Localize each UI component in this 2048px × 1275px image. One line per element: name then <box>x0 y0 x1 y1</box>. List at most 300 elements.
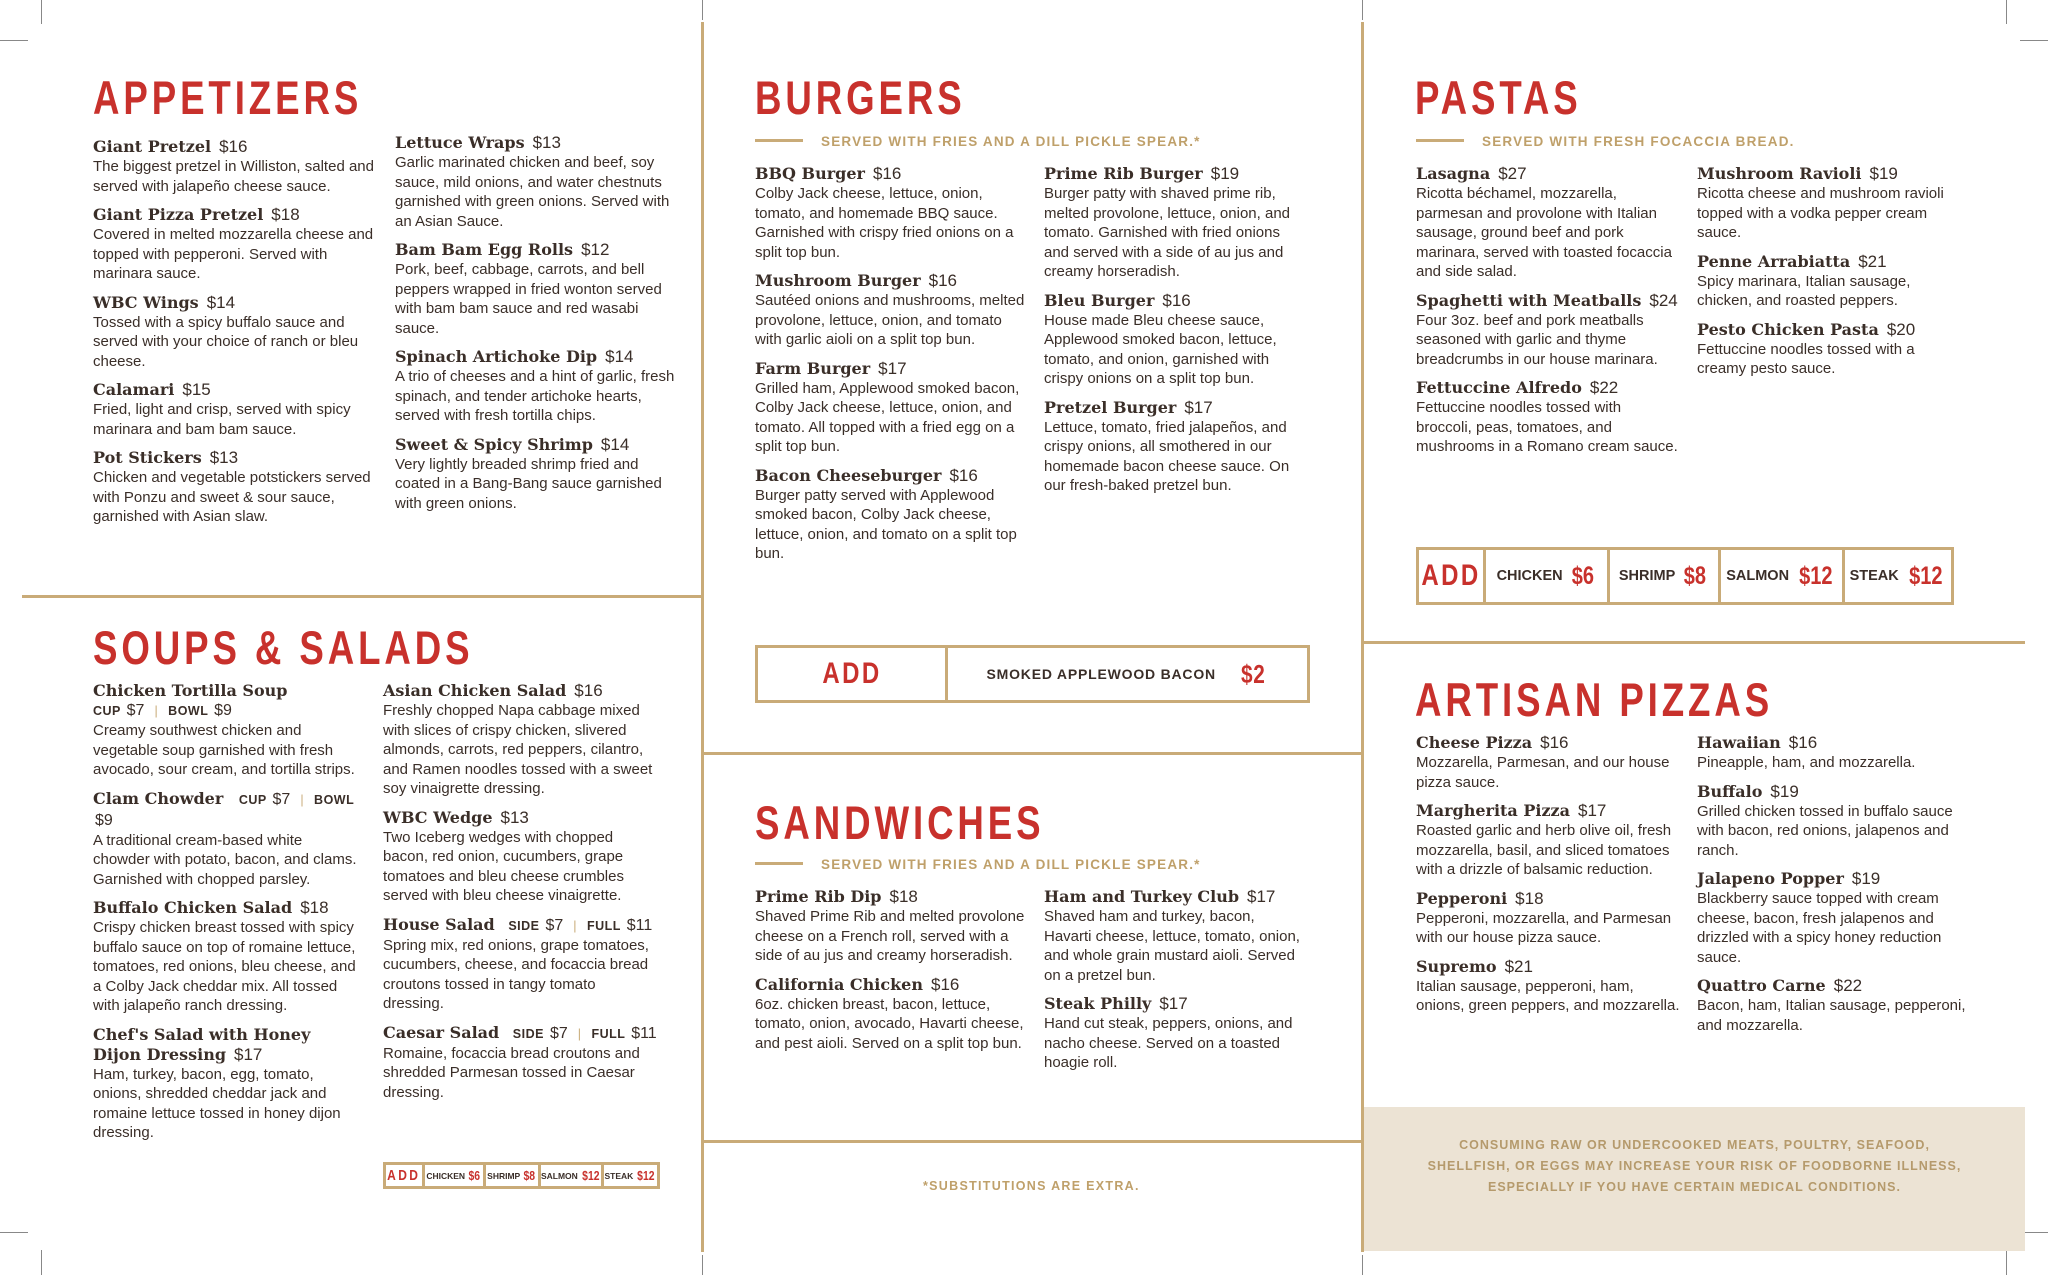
substitutions-note: *SUBSTITUTIONS ARE EXTRA. <box>923 1179 1140 1193</box>
item-description: Italian sausage, pepperoni, ham, onions, green peppers, and mozzarella. <box>1416 977 1680 1014</box>
item-price: $16 <box>574 681 603 700</box>
item-name-row <box>93 789 363 831</box>
item-description: Mozzarella, Parmesan, and our house pizza sauce. <box>1416 754 1670 791</box>
menu-item <box>1044 887 1304 985</box>
item-description: Chicken and vegetable potstickers served with Ponzu and sweet & sour sauce, garnished with Asian slaw. <box>93 469 371 525</box>
item-name: Margherita Pizza <box>1416 801 1570 820</box>
menu-item <box>93 380 383 439</box>
subtitle-text: SERVED WITH FRIES AND A DILL PICKLE SPEAR.* <box>821 134 1201 149</box>
add-option <box>486 1165 541 1186</box>
item-price: $13 <box>209 448 239 467</box>
item-description: Ham, turkey, bacon, egg, tomato, onions, shredded cheddar jack and romaine lettuce tossed in honey dijon dressing. <box>93 1065 341 1141</box>
subtitle-text: SERVED WITH FRIES AND A DILL PICKLE SPEAR.* <box>821 857 1201 872</box>
burgers-title: BURGERS <box>755 71 966 124</box>
item-name: Bacon Cheeseburger <box>755 465 942 485</box>
cup-price: $7 <box>272 790 291 808</box>
cup-label: CUP <box>93 704 121 718</box>
add-option-price: $6 <box>468 1168 481 1183</box>
section-divider <box>701 1140 1364 1143</box>
bowl-price: $9 <box>95 811 113 829</box>
add-option <box>541 1165 605 1186</box>
separator: | <box>154 704 159 718</box>
item-name-row <box>1416 733 1681 753</box>
item-name-row <box>1044 994 1304 1014</box>
item-price: $16 <box>1540 733 1569 752</box>
item-name-row <box>1044 291 1304 311</box>
item-name-row <box>1416 291 1681 311</box>
item-price: $17 <box>878 358 907 378</box>
item-price: $16 <box>219 137 248 156</box>
item-name-row <box>1044 164 1304 184</box>
add-option-label: CHICKEN <box>1496 568 1563 584</box>
side-price: $7 <box>549 1024 568 1042</box>
menu-item <box>383 915 658 1014</box>
menu-item <box>383 681 658 799</box>
item-price: $18 <box>889 887 918 906</box>
burgers-column-1 <box>755 164 1030 573</box>
burgers-add-box <box>755 645 1310 703</box>
menu-item <box>395 240 685 338</box>
item-price: $14 <box>206 292 236 312</box>
add-option-price: $6 <box>1571 561 1594 590</box>
item-name-row <box>1044 887 1304 907</box>
menu-item <box>93 1025 363 1143</box>
section-divider <box>22 595 703 598</box>
item-price: $17 <box>1578 801 1607 820</box>
item-name-row <box>93 448 383 468</box>
item-price: $22 <box>1589 378 1619 397</box>
item-name: Caesar Salad <box>383 1022 500 1042</box>
item-price: $12 <box>581 240 610 259</box>
subtitle-text: SERVED WITH FRESH FOCACCIA BREAD. <box>1482 134 1795 149</box>
menu-item <box>1416 957 1681 1016</box>
item-description: Fried, light and crisp, served with spicy marinara and bam bam sauce. <box>93 401 351 438</box>
section-divider <box>1361 641 2025 644</box>
item-name: BBQ Burger <box>755 164 865 183</box>
item-description: Romaine, focaccia bread croutons and shredded Parmesan tossed in Caesar dressing. <box>383 1044 640 1101</box>
pastas-column-1 <box>1416 164 1681 466</box>
item-price: $13 <box>532 133 561 152</box>
crop-mark <box>1362 1255 1363 1275</box>
subtitle-rule <box>755 862 803 865</box>
item-description: Bacon, ham, Italian sausage, pepperoni, and mozzarella. <box>1697 997 1966 1034</box>
item-name: Ham and Turkey Club <box>1044 887 1240 906</box>
item-name-row <box>93 1025 363 1065</box>
menu-item <box>1416 733 1681 792</box>
item-description: Two Iceberg wedges with chopped bacon, red onion, cucumbers, grape tomatoes and bleu cheese crumbles served with bleu cheese vinaigrette. <box>383 828 624 904</box>
item-description: Sautéed onions and mushrooms, melted provolone, lettuce, onion, and tomato with garlic aioli on a split top bun. <box>755 292 1025 348</box>
item-description: Burger patty with shaved prime rib, melted provolone, lettuce, onion, and tomato. Garnished with fried onions and served with a side of au jus and creamy horseradish. <box>1044 185 1290 280</box>
pizzas-title: ARTISAN PIZZAS <box>1415 673 1774 726</box>
item-description: Ricotta béchamel, mozzarella, parmesan and provolone with Italian sausage, ground beef and pork marinara, served with toasted focaccia and side salad. <box>1416 185 1672 280</box>
crop-mark <box>702 0 703 20</box>
add-option-label: CHICKEN <box>426 1170 466 1181</box>
separator: | <box>577 1026 582 1041</box>
appetizers-title: APPETIZERS <box>93 71 363 124</box>
notice-line: ESPECIALLY IF YOU HAVE CERTAIN MEDICAL CONDITIONS. <box>1487 1180 1901 1194</box>
menu-item <box>755 887 1030 966</box>
add-option-label: SHRIMP <box>1618 568 1676 584</box>
separator: | <box>300 792 305 807</box>
item-description: Very lightly breaded shrimp fried and coated in a Bang-Bang sauce garnished with green onions. <box>395 455 662 512</box>
item-description: Colby Jack cheese, lettuce, onion, tomato, and homemade BBQ sauce. Garnished with crispy fried onions on a split top bun. <box>755 185 1014 261</box>
item-name: Clam Chowder <box>93 788 224 808</box>
item-price: $19 <box>1869 164 1898 183</box>
item-name: Penne Arrabiatta <box>1697 251 1851 271</box>
crop-mark <box>1362 0 1363 20</box>
panel-divider <box>1361 22 1364 1252</box>
add-option <box>1610 550 1721 602</box>
item-description: Hand cut steak, peppers, onions, and nacho cheese. Served on a toasted hoagie roll. <box>1044 1015 1293 1071</box>
add-word: ADD <box>387 1167 421 1184</box>
sandwiches-subtitle <box>755 857 1201 872</box>
add-option-price: $12 <box>1908 561 1943 590</box>
sandwiches-column-2 <box>1044 887 1304 1082</box>
sandwiches-column-1 <box>755 887 1030 1062</box>
item-name-row <box>1044 398 1304 418</box>
item-description: Grilled ham, Applewood smoked bacon, Colby Jack cheese, lettuce, onion, and tomato. All topped with a fried egg on a split top bun. <box>755 379 1020 455</box>
crop-mark <box>0 1232 28 1233</box>
add-option-price: $12 <box>637 1168 655 1183</box>
item-price: $18 <box>300 898 329 917</box>
item-name-row <box>1416 378 1681 398</box>
crop-mark <box>702 1255 703 1275</box>
item-name-row <box>93 380 383 400</box>
pastas-subtitle <box>1416 134 1795 149</box>
item-description: Burger patty served with Applewood smoked bacon, Colby Jack cheese, lettuce, onion, and tomato on a split top bun. <box>755 486 1017 562</box>
menu-item <box>395 347 685 426</box>
crop-mark <box>41 1250 42 1275</box>
item-name: Buffalo Chicken Salad <box>93 898 293 917</box>
item-name-row <box>383 681 658 701</box>
item-price: $16 <box>1788 733 1818 752</box>
item-price: $24 <box>1649 290 1678 310</box>
add-option-price: $8 <box>1684 561 1707 590</box>
add-option <box>948 648 1307 700</box>
item-name: Fettuccine Alfredo <box>1416 378 1582 397</box>
item-description: Pineapple, ham, and mozzarella. <box>1697 754 1916 771</box>
item-name-row <box>1416 889 1681 909</box>
item-name-row <box>755 164 1030 184</box>
item-name-row <box>1697 976 1967 996</box>
section-divider <box>701 752 1364 755</box>
item-price: $13 <box>500 807 529 827</box>
item-name-row <box>1697 733 1967 753</box>
item-name-row <box>93 137 383 157</box>
item-description: Grilled chicken tossed in buffalo sauce with bacon, red onions, jalapenos and ranch. <box>1697 802 1953 859</box>
menu-item <box>1416 378 1681 457</box>
item-price: $17 <box>1184 397 1213 417</box>
menu-item <box>383 808 658 906</box>
item-name-row <box>93 898 363 918</box>
notice-line: CONSUMING RAW OR UNDERCOOKED MEATS, POULTRY, SEAFOOD, <box>1459 1138 1930 1152</box>
item-name-row <box>93 205 383 225</box>
item-description: Pork, beef, cabbage, carrots, and bell peppers wrapped in fried wonton served with bam bam sauce and red wasabi sauce. <box>395 261 662 337</box>
menu-item <box>755 164 1030 262</box>
pizzas-column-2 <box>1697 733 1967 1044</box>
item-name-row <box>755 466 1030 486</box>
item-description: Pepperoni, mozzarella, and Parmesan with our house pizza sauce. <box>1416 909 1672 946</box>
menu-item <box>1697 976 1967 1035</box>
cup-label: CUP <box>238 792 267 807</box>
item-name-row <box>1697 782 1967 802</box>
item-name: Pesto Chicken Pasta <box>1697 319 1879 339</box>
menu-item <box>1044 994 1304 1073</box>
item-name-row <box>395 240 685 260</box>
item-price: $18 <box>1515 888 1544 908</box>
menu-item <box>755 359 1030 457</box>
menu-item <box>1697 869 1967 967</box>
menu-item <box>1697 252 1967 311</box>
burgers-subtitle <box>755 134 1201 149</box>
item-name: Prime Rib Burger <box>1044 164 1203 183</box>
add-option-price: $12 <box>581 1168 600 1183</box>
pastas-title: PASTAS <box>1415 71 1582 124</box>
item-description: Covered in melted mozzarella cheese and topped with pepperoni. Served with marinara sauce. <box>93 226 374 282</box>
add-option-price: $2 <box>1240 658 1266 689</box>
item-name-row <box>383 1023 658 1044</box>
item-name-row <box>383 808 658 828</box>
item-description: Roasted garlic and herb olive oil, fresh mozzarella, basil, and sliced tomatoes with a drizzle of balsamic reduction. <box>1416 822 1672 878</box>
item-description: Spring mix, red onions, grape tomatoes, cucumbers, cheese, and focaccia bread croutons tossed in tangy tomato dressing. <box>383 936 649 1012</box>
item-price: $14 <box>600 434 630 454</box>
full-price: $11 <box>631 1024 657 1042</box>
menu-item <box>93 293 383 372</box>
item-price: $27 <box>1498 164 1527 183</box>
add-option-price: $8 <box>523 1168 536 1183</box>
add-label <box>758 648 948 700</box>
item-price: $21 <box>1858 251 1887 271</box>
add-label <box>386 1165 425 1186</box>
pastas-add-box <box>1416 547 1954 605</box>
item-price: $17 <box>1247 887 1276 906</box>
item-price: $19 <box>1210 164 1240 183</box>
notice-line: SHELLFISH, OR EGGS MAY INCREASE YOUR RISK OF FOODBORNE ILLNESS, <box>1427 1159 1962 1173</box>
add-option-price: $12 <box>1799 561 1833 590</box>
foodborne-illness-notice <box>1364 1107 2025 1251</box>
item-description: Four 3oz. beef and pork meatballs seasoned with garlic and thyme breadcrumbs in our house marinara. <box>1416 311 1658 368</box>
menu-item <box>755 975 1030 1054</box>
add-word: ADD <box>1421 559 1481 592</box>
item-name: Spaghetti with Meatballs <box>1416 290 1642 310</box>
item-description: Garlic marinated chicken and beef, soy sauce, mild onions, and water chestnuts garnished with green onions. Served with an Asian Sauce. <box>395 154 670 230</box>
item-name-row <box>395 435 685 455</box>
menu-item <box>93 205 383 284</box>
crop-mark <box>2006 1250 2007 1275</box>
soups-salads-title: SOUPS & SALADS <box>93 621 474 674</box>
item-description: House made Bleu cheese sauce, Applewood smoked bacon, lettuce, tomato, and onion, garnished with crispy onions on a split top bun. <box>1044 311 1277 387</box>
item-name: Pepperoni <box>1416 888 1508 908</box>
crop-mark <box>41 0 42 24</box>
pizzas-column-1 <box>1416 733 1681 1025</box>
item-name-row <box>93 293 383 313</box>
menu-item <box>1416 801 1681 880</box>
item-name: Asian Chicken Salad <box>383 681 567 700</box>
side-label: SIDE <box>508 918 540 933</box>
item-price: $19 <box>1851 869 1881 888</box>
item-name: Bam Bam Egg Rolls <box>395 240 574 259</box>
item-price: $15 <box>182 380 211 399</box>
menu-item <box>93 137 383 196</box>
burgers-column-2 <box>1044 164 1304 505</box>
add-option <box>1845 550 1951 602</box>
item-name: Prime Rib Dip <box>755 887 882 906</box>
item-description: Tossed with a spicy buffalo sauce and served with your choice of ranch or bleu cheese. <box>93 313 359 370</box>
menu-item <box>395 133 685 231</box>
item-name-row <box>395 347 685 367</box>
item-description: Blackberry sauce topped with cream cheese, bacon, fresh jalapenos and drizzled with a spicy honey reduction sauce. <box>1697 890 1942 966</box>
menu-item <box>93 789 363 890</box>
item-name: Giant Pretzel <box>93 137 212 156</box>
item-description: Fettuccine noodles tossed with broccoli, peas, tomatoes, and mushrooms in a Romano cream sauce. <box>1416 399 1678 455</box>
item-description: A trio of cheeses and a hint of garlic, fresh spinach, and tender artichoke hearts, served with fresh tortilla chips. <box>395 368 675 424</box>
item-name-row <box>1416 164 1681 184</box>
item-name-row <box>1697 252 1967 272</box>
crop-mark <box>0 40 28 41</box>
item-name: Cheese Pizza <box>1416 733 1533 752</box>
item-size-prices <box>93 701 363 721</box>
add-option-label: SMOKED APPLEWOOD BACON <box>986 666 1216 682</box>
item-price: $16 <box>872 164 902 183</box>
full-label: FULL <box>591 1026 626 1041</box>
item-price: $21 <box>1504 956 1533 976</box>
item-name: Pot Stickers <box>93 448 202 467</box>
item-name: Bleu Burger <box>1044 290 1155 310</box>
menu-item <box>93 681 363 780</box>
menu-item <box>1697 733 1967 773</box>
add-option-label: SHRIMP <box>487 1170 521 1181</box>
add-option-label: STEAK <box>604 1170 634 1181</box>
soups-add-box <box>383 1162 660 1189</box>
item-description: Shaved ham and turkey, bacon, Havarti cheese, lettuce, tomato, onion, and whole grain mustard aioli. Served on a pretzel bun. <box>1044 908 1300 984</box>
item-name-row <box>1697 869 1967 889</box>
item-name: Mushroom Ravioli <box>1697 164 1862 183</box>
add-option-label: SALMON <box>540 1170 578 1181</box>
item-name: Chef's Salad with Honey Dijon Dressing <box>93 1024 311 1064</box>
item-description: Ricotta cheese and mushroom ravioli topped with a vodka pepper cream sauce. <box>1697 185 1944 241</box>
item-name: Mushroom Burger <box>755 271 921 290</box>
item-description: Spicy marinara, Italian sausage, chicken, and roasted peppers. <box>1697 272 1911 309</box>
item-size-prices <box>508 916 653 934</box>
item-name: Hawaiian <box>1697 733 1781 752</box>
item-name: Quattro Carne <box>1697 976 1826 995</box>
menu-item <box>1416 164 1681 282</box>
item-name-row <box>1697 164 1967 184</box>
item-name: Pretzel Burger <box>1044 397 1177 417</box>
item-name-row <box>395 133 685 153</box>
item-price: $16 <box>1162 290 1191 310</box>
item-description: Crispy chicken breast tossed with spicy buffalo sauce on top of romaine lettuce, tomatoes, red onions, bleu cheese, and a Colby Jack cheddar mix. All tossed with jalapeño ranch dressing. <box>93 919 356 1014</box>
item-description: Fettuccine noodles tossed with a creamy pesto sauce. <box>1697 340 1915 377</box>
appetizers-column-2 <box>395 133 685 522</box>
item-name: Sweet & Spicy Shrimp <box>395 434 593 454</box>
menu-item <box>383 1023 658 1103</box>
menu-item <box>1697 782 1967 861</box>
item-description: Lettuce, tomato, fried jalapeños, and crispy onions, all smothered in our homemade bacon cheese sauce. On our fresh-baked pretzel bun. <box>1044 418 1290 494</box>
item-description: Creamy southwest chicken and vegetable soup garnished with fresh avocado, sour cream, and tortilla strips. <box>93 722 355 778</box>
appetizers-column-1 <box>93 137 383 536</box>
subtitle-rule <box>755 139 803 142</box>
cup-price: $7 <box>126 702 145 719</box>
add-option <box>425 1165 486 1186</box>
crop-mark <box>2006 0 2007 24</box>
crop-mark <box>2020 40 2048 41</box>
side-price: $7 <box>545 916 564 934</box>
full-price: $11 <box>626 916 653 934</box>
item-price: $16 <box>930 974 960 994</box>
item-name: Calamari <box>93 380 175 399</box>
menu-item <box>755 271 1030 350</box>
add-option <box>1721 550 1845 602</box>
subtitle-rule <box>1416 139 1464 142</box>
item-name: Jalapeno Popper <box>1697 869 1844 888</box>
menu-item <box>1044 291 1304 389</box>
item-name: California Chicken <box>755 974 923 994</box>
menu-item <box>755 466 1030 564</box>
item-name-row <box>1416 957 1681 977</box>
menu-item <box>1044 164 1304 282</box>
add-word: ADD <box>821 657 882 690</box>
item-name: Giant Pizza Pretzel <box>93 205 264 224</box>
pastas-column-2 <box>1697 164 1967 388</box>
item-name: Lettuce Wraps <box>395 133 525 152</box>
bowl-label: BOWL <box>314 792 355 807</box>
item-price: $18 <box>271 205 300 224</box>
item-price: $19 <box>1770 781 1799 801</box>
item-name: House Salad <box>383 914 495 934</box>
add-option-label: SALMON <box>1726 568 1790 584</box>
item-description: A traditional cream-based white chowder with potato, bacon, and clams. Garnished with chopped parsley. <box>93 831 357 888</box>
menu-item <box>1044 398 1304 496</box>
item-name: Buffalo <box>1697 781 1763 801</box>
item-description: Freshly chopped Napa cabbage mixed with slices of crispy chicken, slivered almonds, carrots, red peppers, cilantro, and Ramen noodles tossed with a sweet soy vinaigrette dressing. <box>383 702 653 797</box>
menu-item <box>1697 320 1967 379</box>
item-name: WBC Wedge <box>383 807 493 827</box>
full-label: FULL <box>587 918 621 933</box>
item-price: $16 <box>949 465 978 485</box>
menu-item <box>395 435 685 514</box>
item-price: $17 <box>1159 994 1188 1013</box>
item-name: WBC Wings <box>93 292 199 312</box>
item-name-row <box>755 975 1030 995</box>
menu-item <box>1416 291 1681 370</box>
menu-item <box>93 898 363 1016</box>
bowl-price: $9 <box>214 702 232 719</box>
add-option-label: STEAK <box>1849 568 1899 584</box>
item-name-row <box>1416 801 1681 821</box>
add-option <box>1486 550 1610 602</box>
add-option <box>604 1165 657 1186</box>
item-price: $16 <box>928 271 958 290</box>
menu-item <box>93 448 383 527</box>
item-name-row <box>755 887 1030 907</box>
item-name: Farm Burger <box>755 358 871 378</box>
menu-item <box>1416 889 1681 948</box>
item-price: $22 <box>1833 976 1863 995</box>
side-label: SIDE <box>512 1026 544 1041</box>
menu-item <box>1697 164 1967 243</box>
soups-column-2 <box>383 681 658 1111</box>
item-name: Lasagna <box>1416 164 1491 183</box>
item-name-row <box>1697 320 1967 340</box>
sandwiches-title: SANDWICHES <box>755 796 1045 849</box>
panel-divider <box>701 22 704 1252</box>
item-description: The biggest pretzel in Williston, salted and served with jalapeño cheese sauce. <box>93 158 374 195</box>
item-name: Spinach Artichoke Dip <box>395 347 598 366</box>
bowl-label: BOWL <box>168 704 209 718</box>
add-label <box>1419 550 1486 602</box>
item-name: Chicken Tortilla Soup <box>93 681 288 700</box>
